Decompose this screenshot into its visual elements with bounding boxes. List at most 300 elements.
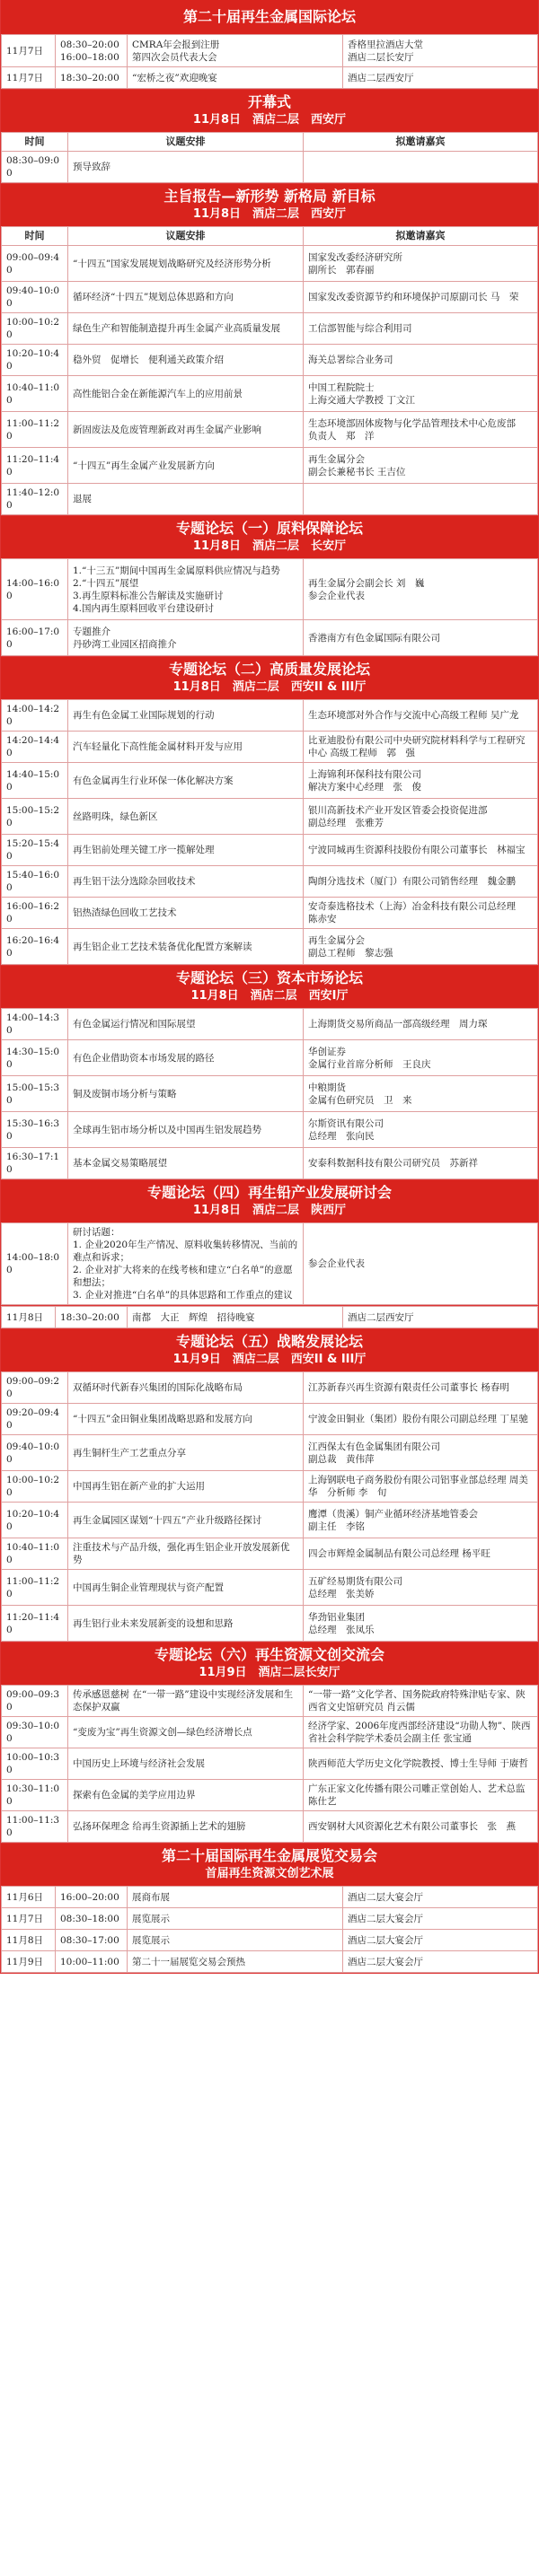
row-guest [304,1780,538,1811]
row-guest [304,1435,538,1471]
schedule-table [1,1371,538,1642]
text-line: 副所长 郭春丽 [308,264,375,276]
text-line: 五矿经易期货有限公司 [308,1575,402,1587]
row-time [2,898,68,929]
agenda-row [2,1112,538,1148]
row-guest [304,1503,538,1538]
text-line: 预导致辞 [73,162,110,172]
text-line: 有色金属再生行业环保一体化解决方案 [73,775,234,786]
row-topic [68,1503,304,1538]
text-line: 总经理 张美娇 [308,1588,375,1599]
text-line: 16:20–16:40 [6,934,60,959]
row-time [56,1307,128,1328]
text-line: 08:30–18:00 [60,1913,119,1924]
section-subtitle: 11月9日 酒店二层长安厅 [199,1666,340,1679]
text-line: 银川高新技术产业开发区管委会投资促进部 [308,804,488,816]
row-time [2,929,68,965]
column-header: 议题安排 [68,227,304,246]
agenda-row [2,1748,538,1780]
agenda-row [2,1780,538,1811]
row-time [2,152,68,183]
text-line: 3.再生原料标准公告解读及实施研讨 [73,590,224,601]
text-line: 注重技术与产品升级，强化再生铝企业开放发展新优势 [73,1542,290,1565]
column-header: 时间 [2,133,68,152]
text-line: 18:30–20:00 [60,72,119,83]
row-guest [304,1040,538,1076]
text-line: 陕西师范大学历史文化学院教授、博士生导师 于赓哲 [308,1758,528,1769]
row-guest [304,1570,538,1606]
row-date [2,1951,56,1973]
row-time [2,1435,68,1471]
text-line: 双循环时代新春兴集团的国际化战略布局 [73,1382,243,1393]
text-line: 第二十一届展览交易会预热 [132,1956,245,1967]
row-topic [68,484,304,515]
row-time [2,1471,68,1503]
row-topic [68,1471,304,1503]
text-line: 10:00–10:30 [6,1752,60,1775]
text-line: 09:40–10:00 [6,285,60,309]
text-line: 参会企业代表 [308,590,365,601]
schedule-table [1,1886,538,1973]
section-banner [1,0,538,34]
text-line: 14:00–14:30 [6,1012,60,1036]
text-line: 总经理 张向民 [308,1130,375,1142]
section-banner [1,90,538,132]
text-line: 15:00–15:30 [6,1082,60,1106]
row-topic [68,1606,304,1642]
text-line: 副主任 李铭 [308,1520,365,1532]
row-guest [304,1148,538,1179]
row-guest [304,1372,538,1404]
text-line: 中国再生铜企业管理现状与资产配置 [73,1582,224,1593]
agenda-row [2,620,538,656]
text-line: 08:30–20:00 [60,39,119,50]
row-topic [68,412,304,448]
section [1,1329,538,1643]
section-title: 专题论坛（三）资本市场论坛 [175,969,363,986]
text-line: 广东正家文化传播有限公司雕正堂创始人、艺术总监 陈仕艺 [308,1783,535,1807]
row-date [2,1908,56,1930]
section-subtitle: 首届再生资源文创艺术展 [205,1867,334,1880]
row-guest [304,1538,538,1570]
row-topic [68,1811,304,1843]
column-header: 时间 [2,227,68,246]
text-line: 国家发改委经济研究所 [308,251,402,263]
row-guest [304,152,538,183]
section-title: 专题论坛（六）再生资源文创交流会 [154,1646,384,1663]
row-time [2,412,68,448]
text-line: 再生金属分会 [308,453,365,465]
row-time [2,1112,68,1148]
agenda-row [2,484,538,515]
text-line: 09:40–10:00 [6,1441,60,1465]
schedule-table [1,1222,538,1305]
row-venue [343,1887,538,1908]
text-line: 1. 企业2020年生产情况、原料收集转移情况、当前的难点和诉求； [73,1240,298,1263]
logistics-row [2,1930,538,1951]
text-line: 09:00–09:20 [6,1376,60,1399]
row-topic [68,559,304,620]
text-line: 再生铝前处理关键工序一揽解处理 [73,845,215,855]
row-guest [304,620,538,656]
agenda-row [2,1471,538,1503]
text-line: 再生铝干法分选除杂回收技术 [73,876,196,887]
agenda-row [2,929,538,965]
text-line: 14:20–14:40 [6,735,60,758]
text-line: “十四五”金田铜业集团战略思路和发展方向 [73,1414,252,1424]
text-line: 金属有色研究员 卫 来 [308,1094,412,1106]
section-subtitle: 11月8日 酒店二层 西安厅 [192,113,347,127]
text-line: 尔斯资讯有限公司 [308,1117,384,1129]
row-topic [68,866,304,898]
section-subtitle: 11月9日 酒店二层 西安II & III厅 [172,1353,367,1366]
text-line: 4.国内再生原料回收平台建设研讨 [73,602,215,614]
row-guest [304,345,538,376]
row-guest [304,246,538,282]
schedule-table [1,1685,538,1843]
row-guest [304,1748,538,1780]
text-line: 再生金属园区谋划“十四五”产业升级路径探讨 [73,1514,262,1526]
row-time [2,620,68,656]
text-line: 10:00–11:00 [60,1956,119,1967]
text-line: 全球再生铝市场分析以及中国再生铝发展趋势 [73,1124,261,1135]
text-line: 展览展示 [132,1913,170,1924]
agenda-row [2,1570,538,1606]
text-line: 2.“十四五”展望 [73,577,139,589]
row-time [2,1148,68,1179]
row-activity [128,1951,343,1973]
text-line: 鹰潭（贵溪）铜产业循环经济基地管委会 [308,1508,478,1520]
row-guest [304,763,538,799]
row-topic [68,1686,304,1717]
row-topic [68,929,304,965]
row-time [2,700,68,732]
agenda-row [2,1223,538,1305]
text-line: 经济学家、2006年度西部经济建设“功勋人物”、陕西省社会科学院学术委员会副主任 张宝通 [308,1721,531,1744]
row-date [2,35,56,67]
row-time [2,1040,68,1076]
row-date [2,1307,56,1328]
section-subtitle: 11月8日 酒店二层 西安I厅 [190,989,349,1003]
schedule-table [1,34,538,89]
row-guest [304,1471,538,1503]
row-time [2,559,68,620]
row-time [2,732,68,763]
row-time [2,1076,68,1112]
row-activity [128,35,343,67]
row-topic [68,282,304,313]
section [1,1844,538,1974]
row-topic [68,246,304,282]
text-line: 西安钢材大风资源化艺术有限公司董事长 张 燕 [308,1821,516,1832]
text-line: 丝路明珠，绿色新区 [73,810,158,822]
row-guest [304,898,538,929]
text-line: 江西保太有色金属集团有限公司 [308,1441,440,1452]
row-time [2,1503,68,1538]
row-time [2,1404,68,1435]
column-header: 议题安排 [68,133,304,152]
schedule-table [1,226,538,515]
text-line: 上海钢联电子商务股份有限公司铝事业部总经理 周美华 分析师 李 旬 [308,1475,528,1498]
row-topic [68,700,304,732]
row-time [2,1686,68,1717]
text-line: 1.“十三五”期间中国再生金属原料供应情况与趋势 [73,565,280,576]
section-banner [1,184,538,226]
row-activity [128,67,343,89]
text-line: 酒店二层西安厅 [348,1311,414,1323]
text-line: 08:30–17:00 [60,1934,119,1946]
agenda-row [2,376,538,412]
row-time [2,835,68,866]
text-line: 宁波金田铜业（集团）股份有限公司副总经理 丁星驰 [308,1414,528,1424]
text-line: 有色企业借助资本市场发展的路径 [73,1052,215,1064]
section-banner [1,657,538,699]
logistics-row [2,1307,538,1328]
row-guest [304,376,538,412]
row-topic [68,1076,304,1112]
row-date [2,1887,56,1908]
text-line: 酒店二层长安厅 [348,51,414,63]
schedule-table [1,1306,538,1328]
row-guest [304,1811,538,1843]
text-line: 传承感恩慈树 在“一带一路”建设中实现经济发展和生态保护双赢 [73,1689,294,1713]
section-banner [1,966,538,1008]
section-subtitle: 11月8日 酒店二层 陕西厅 [192,1204,347,1217]
text-line: CMRA年会报到注册 [132,39,220,50]
header-row [2,227,538,246]
section-title: 第二十届再生金属国际论坛 [182,8,356,25]
text-line: 16:00–18:00 [60,51,119,63]
text-line: 绿色生产和智能制造提升再生金属产业高质量发展 [73,323,280,334]
text-line: 专题推介 [73,626,110,637]
row-guest [304,835,538,866]
row-activity [128,1307,343,1328]
row-time [2,282,68,313]
text-line: 生态环境部对外合作与交流中心高级工程师 吴广龙 [308,710,519,721]
text-line: 有色金属运行情况和国际展望 [73,1019,196,1030]
schedule-table [1,558,538,656]
schedule-table [1,132,538,183]
row-guest [304,732,538,763]
row-time [56,1908,128,1930]
text-line: 展览展示 [132,1934,170,1946]
agenda-row [2,700,538,732]
row-topic [68,313,304,345]
agenda-row [2,1435,538,1471]
text-line: 14:00–18:00 [6,1252,60,1275]
column-header: 拟邀请嘉宾 [304,133,538,152]
text-line: 08:30–09:00 [6,155,60,179]
text-line: 华劲铝业集团 [308,1611,365,1623]
text-line: 汽车轻量化下高性能金属材料开发与应用 [73,741,243,752]
row-guest [304,484,538,515]
text-line: 15:40–16:00 [6,870,60,893]
section [1,1643,538,1844]
agenda-row [2,345,538,376]
row-topic [68,1040,304,1076]
text-line: 比亚迪股份有限公司中央研究院材料科学与工程研究中心 高级工程师 郭 强 [308,735,526,758]
text-line: “一带一路”文化学者、国务院政府特殊津贴专家、陕西省文史馆研究员 肖云儒 [308,1689,526,1713]
row-time [2,799,68,835]
row-time [2,1372,68,1404]
row-time [56,1930,128,1951]
agenda-row [2,763,538,799]
text-line: 11:20–11:40 [6,453,60,478]
row-time [56,35,128,67]
text-line: 铜及废铜市场分析与策略 [73,1088,177,1100]
row-time [2,484,68,515]
text-line: 研讨话题： [73,1227,120,1238]
text-line: 10:20–10:40 [6,1508,60,1532]
row-topic [68,835,304,866]
row-topic [68,1148,304,1179]
text-line: 陶朗分选技术（厦门）有限公司销售经理 魏金鹏 [308,876,516,887]
row-topic [68,1112,304,1148]
agenda-row [2,1148,538,1179]
text-line: 09:30–10:00 [6,1721,60,1744]
row-guest [304,1717,538,1748]
row-topic [68,1404,304,1435]
text-line: 弘扬环保理念 给再生资源插上艺术的翅膀 [73,1821,246,1832]
text-line: 循环经济“十四五”规划总体思路和方向 [73,292,234,302]
text-line: 上海期货交易所商品一部高级经理 周力琛 [308,1019,488,1030]
section [1,657,538,966]
text-line: 退展 [73,494,92,504]
text-line: “变废为宝”再生资源文创—绿色经济增长点 [73,1727,252,1738]
text-line: 2. 企业对扩大将来的在线考核和建立“白名单”的意愿和想法； [73,1265,293,1288]
row-time [2,246,68,282]
row-time [2,345,68,376]
section [1,516,538,657]
text-line: 09:20–09:40 [6,1407,60,1431]
section-banner [1,1643,538,1685]
text-line: 酒店二层大宴会厅 [348,1956,423,1967]
section [1,90,538,184]
text-line: 四会市辉煌金属制品有限公司总经理 杨平旺 [308,1548,490,1559]
row-activity [128,1908,343,1930]
row-venue [343,1908,538,1930]
text-line: 10:40–11:00 [6,381,60,406]
row-time [56,67,128,89]
row-guest [304,1009,538,1040]
text-line: 14:40–15:00 [6,768,60,793]
text-line: 香港南方有色金属国际有限公司 [308,632,440,644]
text-line: 09:00–09:30 [6,1689,60,1713]
row-topic [68,799,304,835]
text-line: 3. 企业对推进“白名单”的具体思路和工作重点的建议 [73,1290,293,1301]
text-line: 11月9日 [6,1956,44,1967]
row-date [2,67,56,89]
schedule-table [1,699,538,965]
text-line: 金属行业首席分析师 王良庆 [308,1058,431,1070]
text-line: 16:00–20:00 [60,1891,119,1903]
row-topic [68,1372,304,1404]
row-venue [343,67,538,89]
text-line: 11月8日 [6,1934,44,1946]
text-line: 11月6日 [6,1891,44,1903]
text-line: 15:30–16:30 [6,1117,60,1142]
text-line: 11:20–11:40 [6,1611,60,1635]
text-line: 15:20–15:40 [6,838,60,862]
row-guest [304,282,538,313]
text-line: 再生金属分会 [308,934,365,946]
section-subtitle: 11月8日 酒店二层 西安II & III厅 [172,680,367,694]
row-time [2,1606,68,1642]
row-time [2,448,68,484]
text-line: 第四次会员代表大会 [132,51,217,63]
row-time [2,1717,68,1748]
agenda-row [2,313,538,345]
section-title: 主旨报告—新形势 新格局 新目标 [163,188,376,205]
text-line: 酒店二层大宴会厅 [348,1891,423,1903]
text-line: 生态环境部固体废物与化学品管理技术中心危废部 [308,417,516,429]
section-subtitle: 11月8日 酒店二层 西安厅 [192,207,347,221]
text-line: 香格里拉酒店大堂 [348,39,423,50]
agenda-row [2,1372,538,1404]
text-line: 副总经理 张雅芳 [308,817,384,828]
text-line: 国家发改委资源节约和环境保护司原副司长 马 荣 [308,292,519,302]
agenda-row [2,1076,538,1112]
section-title: 专题论坛（一）原料保障论坛 [175,520,363,537]
schedule-table [1,1008,538,1179]
text-line: “十四五”再生金属产业发展新方向 [73,460,215,471]
text-line: 酒店二层大宴会厅 [348,1913,423,1924]
row-date [2,1930,56,1951]
row-venue [343,1307,538,1328]
agenda-row [2,799,538,835]
row-activity [128,1930,343,1951]
header-row [2,133,538,152]
agenda-row [2,1811,538,1843]
row-topic [68,732,304,763]
row-activity [128,1887,343,1908]
row-topic [68,620,304,656]
agenda-row [2,1538,538,1570]
text-line: 再生金属分会副会长 刘 巍 [308,577,425,589]
row-time [2,1811,68,1843]
row-guest [304,1076,538,1112]
section [1,966,538,1180]
row-time [2,763,68,799]
text-line: 11:00–11:20 [6,1575,60,1599]
text-line: “十四五”国家发展规划战略研究及经济形势分析 [73,258,271,269]
text-line: 再生铝企业工艺技术装备优化配置方案解读 [73,941,252,952]
row-time [2,1223,68,1305]
text-line: 上海交通大学教授 丁文江 [308,394,415,406]
row-guest [304,799,538,835]
section-title: 专题论坛（二）高质量发展论坛 [168,661,370,678]
text-line: “宏桥之夜”欢迎晚宴 [132,72,217,83]
row-guest [304,559,538,620]
agenda-row [2,448,538,484]
text-line: 16:30–17:10 [6,1152,60,1175]
text-line: 基本金属交易策略展望 [73,1158,167,1169]
text-line: 副会长兼秘书长 王吉位 [308,466,406,478]
row-time [2,1748,68,1780]
section-subtitle: 11月8日 酒店二层 长安厅 [192,539,347,553]
section-banner [1,1180,538,1222]
text-line: 中国历史上环境与经济社会发展 [73,1758,205,1769]
text-line: 10:40–11:00 [6,1542,60,1565]
row-topic [68,1435,304,1471]
row-topic [68,1009,304,1040]
row-guest [304,313,538,345]
row-guest [304,700,538,732]
text-line: 工信部智能与综合利用司 [308,323,412,334]
text-line: 副总裁 黄伟萍 [308,1453,375,1465]
text-line: 再生铜杆生产工艺重点分享 [73,1447,186,1459]
agenda-row [2,866,538,898]
